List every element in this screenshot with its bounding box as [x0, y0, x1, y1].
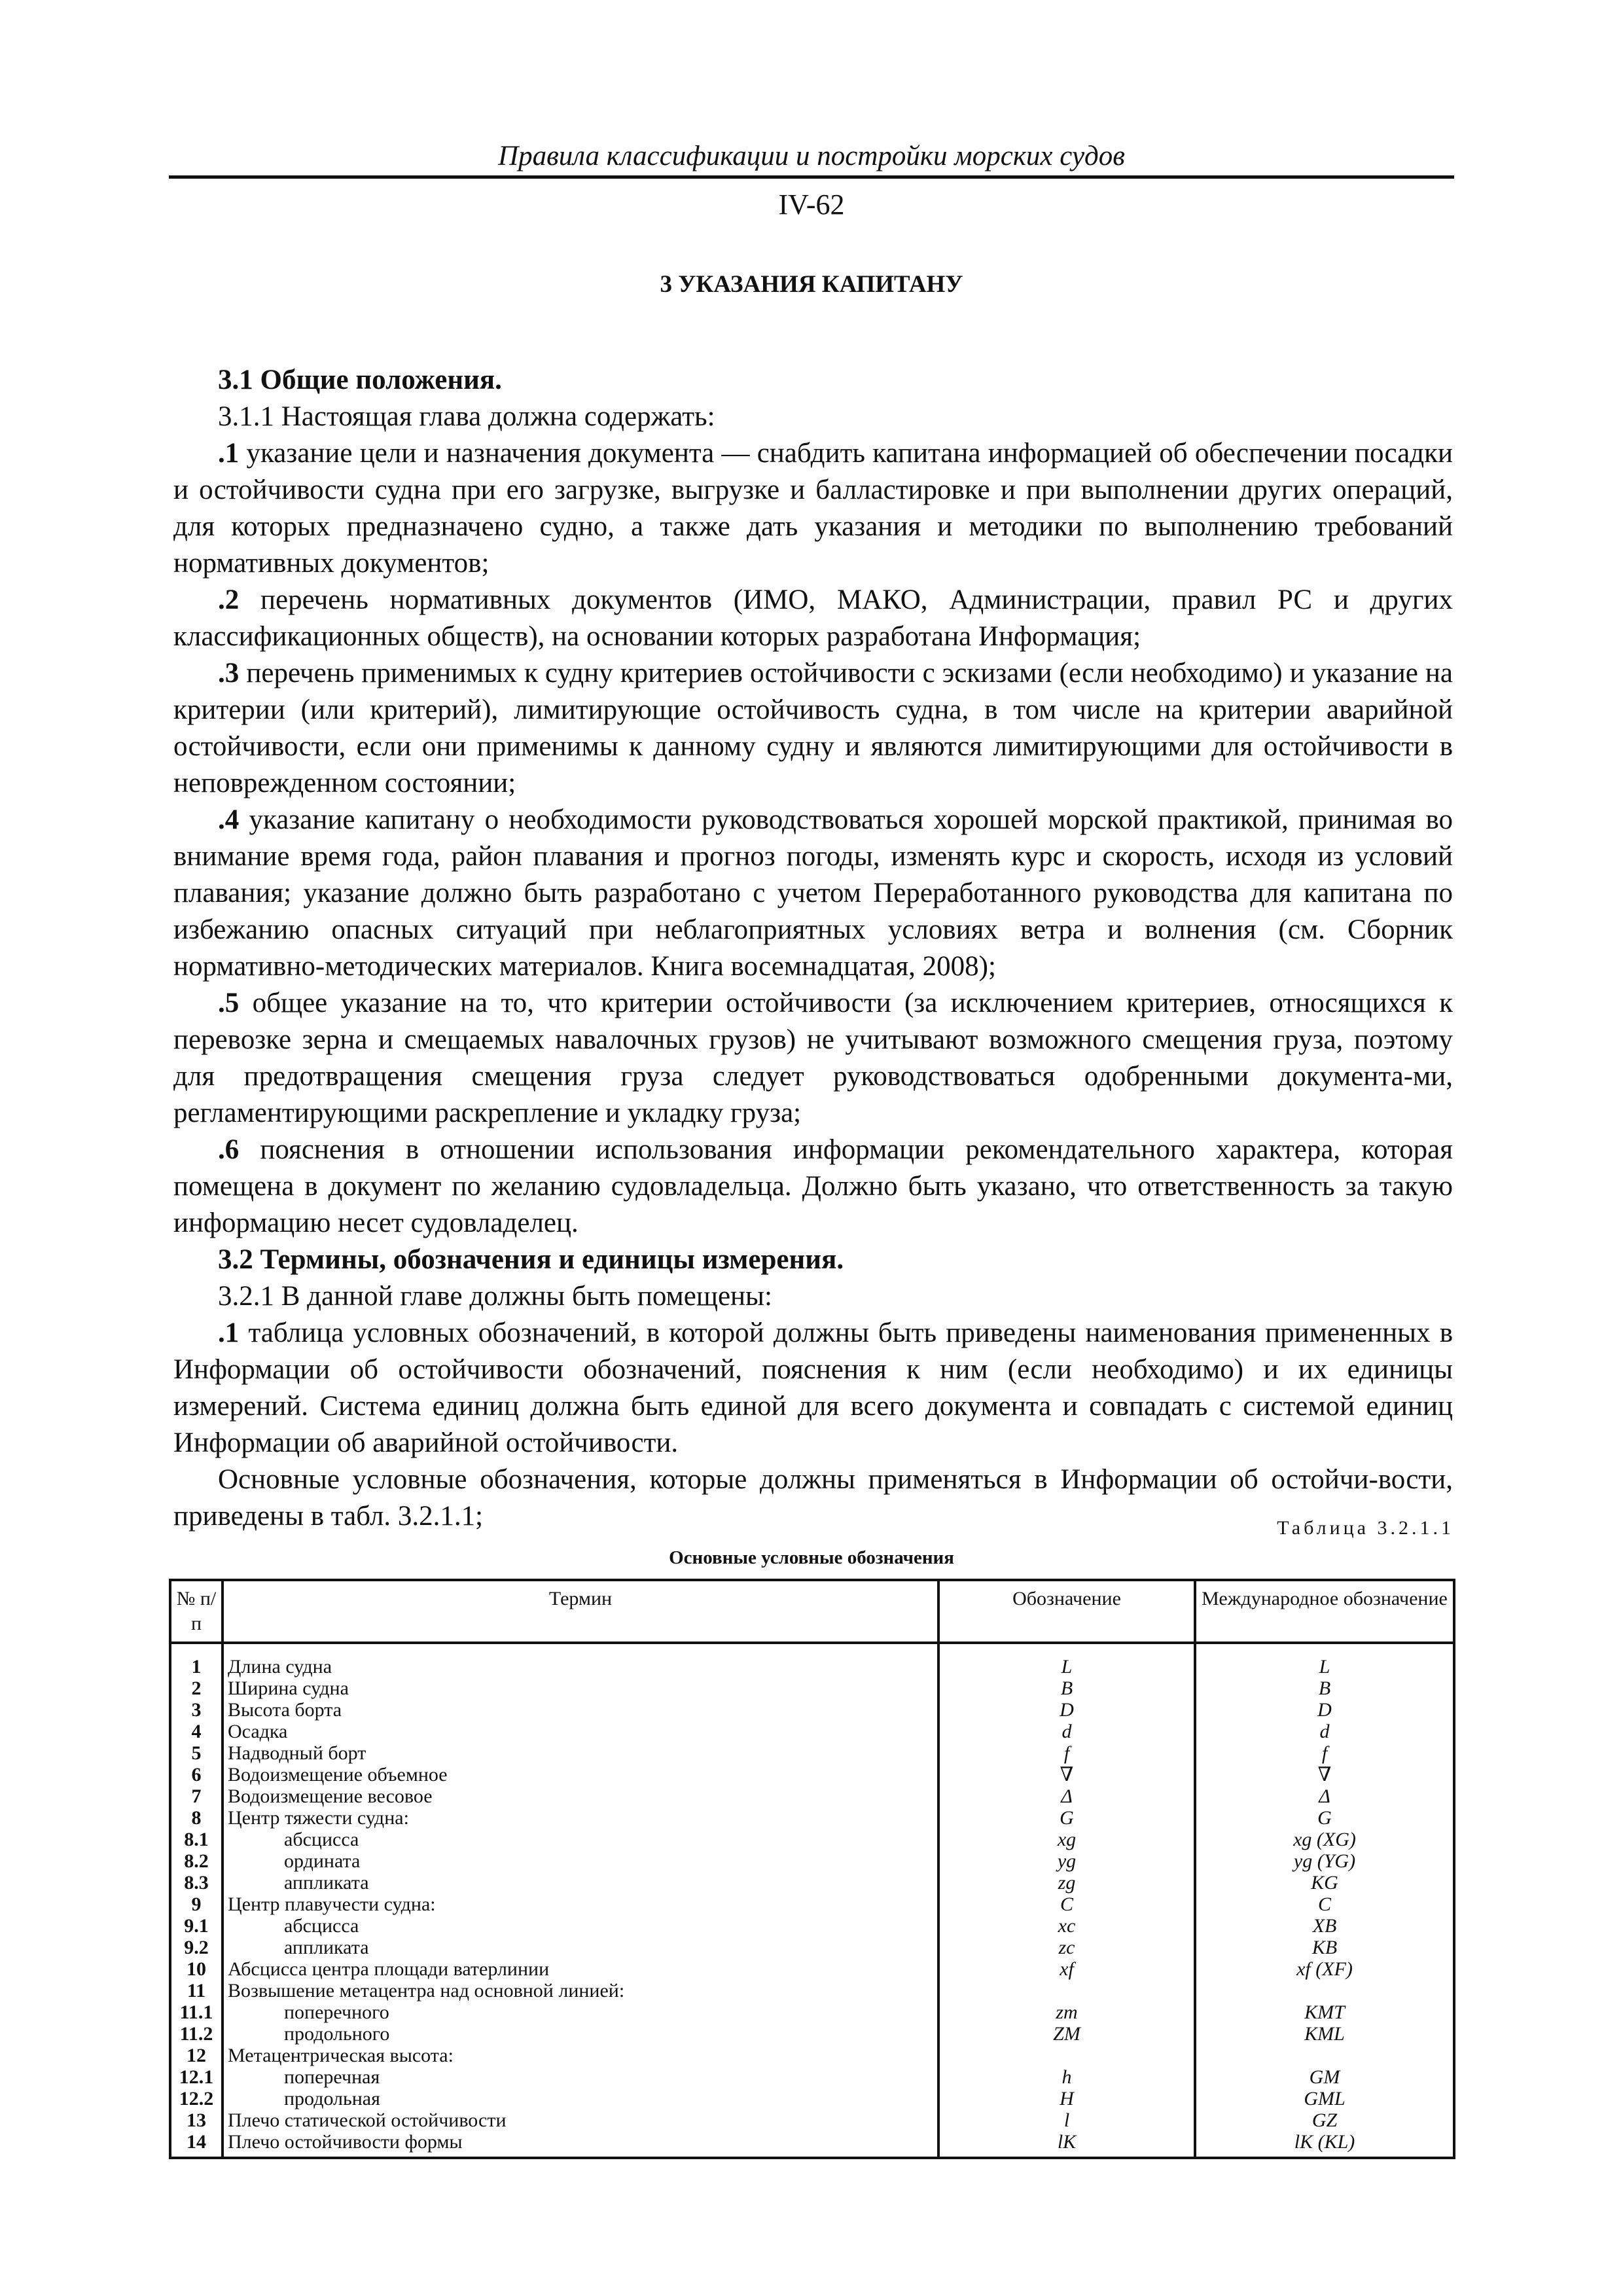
item-number: .6 [218, 1134, 240, 1165]
header-term: Термин [223, 1580, 938, 1643]
row-international [1195, 2045, 1454, 2066]
row-international: GZ [1195, 2109, 1454, 2131]
row-term: аппликата [223, 1937, 938, 1958]
paragraph-number: 3.2.1 [218, 1281, 274, 1312]
row-symbol: xg [938, 1829, 1195, 1850]
list-item [173, 1132, 1453, 1242]
row-number: 6 [170, 1764, 223, 1785]
row-international: d [1195, 1721, 1454, 1742]
row-international [1195, 1980, 1454, 2001]
item-number: .5 [218, 988, 240, 1018]
row-symbol: zm [938, 2001, 1195, 2023]
row-term: Абсцисса центра площади ватерлинии [223, 1958, 938, 1980]
table-row [170, 2001, 1454, 2023]
row-symbol: D [938, 1699, 1195, 1721]
row-international: f [1195, 1742, 1454, 1764]
row-symbol: f [938, 1742, 1195, 1764]
row-international: B [1195, 1677, 1454, 1699]
row-term: Ширина судна [223, 1677, 938, 1699]
item-number: .1 [218, 438, 240, 469]
row-number: 9.1 [170, 1915, 223, 1937]
row-number: 7 [170, 1785, 223, 1807]
header-rule [169, 175, 1454, 179]
row-number: 8.3 [170, 1872, 223, 1893]
table-row [170, 1785, 1454, 1807]
row-international: KMT [1195, 2001, 1454, 2023]
list-item [173, 1315, 1453, 1462]
header-symbol: Обозначение [938, 1580, 1195, 1643]
row-term: аппликата [223, 1872, 938, 1893]
table-row [170, 1699, 1454, 1721]
table-row [170, 2066, 1454, 2088]
item-number: .2 [218, 584, 240, 615]
table-row [170, 1643, 1454, 1677]
item-number: .3 [218, 658, 240, 689]
list-item [173, 435, 1453, 582]
row-international: Δ [1195, 1785, 1454, 1807]
row-symbol: ∇ [938, 1764, 1195, 1785]
row-symbol: B [938, 1677, 1195, 1699]
row-number: 10 [170, 1958, 223, 1980]
row-number: 9 [170, 1893, 223, 1915]
header-international: Международное обозначение [1195, 1580, 1454, 1643]
list-item [173, 655, 1453, 802]
list-item [173, 985, 1453, 1132]
row-symbol [938, 2045, 1195, 2066]
table-row [170, 2023, 1454, 2045]
row-symbol: zg [938, 1872, 1195, 1893]
table-row [170, 1721, 1454, 1742]
table-row [170, 1807, 1454, 1829]
row-term: Надводный борт [223, 1742, 938, 1764]
table-title: Основные условные обозначения [669, 1547, 954, 1568]
row-international: yg (YG) [1195, 1850, 1454, 1872]
table-row [170, 2109, 1454, 2131]
table-body [170, 1643, 1454, 2158]
row-symbol: xf [938, 1958, 1195, 1980]
table-row [170, 1893, 1454, 1915]
row-term: абсцисса [223, 1829, 938, 1850]
list-item [173, 802, 1453, 985]
row-symbol: l [938, 2109, 1195, 2131]
row-international: L [1195, 1643, 1454, 1677]
list-item [173, 582, 1453, 655]
row-term: поперечная [223, 2066, 938, 2088]
table-row [170, 1872, 1454, 1893]
row-term: Осадка [223, 1721, 938, 1742]
table-row [170, 1915, 1454, 1937]
paragraph-text: В данной главе должны быть помещены: [281, 1281, 772, 1312]
paragraph-text: Настоящая глава должна содержать: [281, 401, 715, 432]
item-text: пояснения в отношении использования информации рекомендательного характера, которая помещена в документ по желанию судовладельца. Должно быть указано, что ответственность за такую информацию несет судовладелец. [173, 1134, 1453, 1238]
row-international: KG [1195, 1872, 1454, 1893]
table-row [170, 1980, 1454, 2001]
row-symbol: d [938, 1721, 1195, 1742]
page-number: IV-62 [778, 188, 845, 221]
row-term: продольная [223, 2088, 938, 2109]
row-symbol: lK [938, 2131, 1195, 2158]
row-international: GML [1195, 2088, 1454, 2109]
row-number: 14 [170, 2131, 223, 2158]
paragraph-3-1-1 [173, 399, 1453, 435]
row-symbol [938, 1980, 1195, 2001]
row-number: 4 [170, 1721, 223, 1742]
row-term: Плечо статической остойчивости [223, 2109, 938, 2131]
row-term: Метацентрическая высота: [223, 2045, 938, 2066]
row-number: 2 [170, 1677, 223, 1699]
row-term: Водоизмещение объемное [223, 1764, 938, 1785]
table-row [170, 1958, 1454, 1980]
table-row [170, 1677, 1454, 1699]
row-term: Центр тяжести судна: [223, 1807, 938, 1829]
paragraph-number: 3.1.1 [218, 401, 274, 432]
row-term: Длина судна [223, 1643, 938, 1677]
row-symbol: xc [938, 1915, 1195, 1937]
row-international: XB [1195, 1915, 1454, 1937]
row-symbol: C [938, 1893, 1195, 1915]
row-international: xg (XG) [1195, 1829, 1454, 1850]
section-title: Термины, обозначения и единицы измерения. [260, 1244, 844, 1275]
row-number: 3 [170, 1699, 223, 1721]
row-international: ∇ [1195, 1764, 1454, 1785]
row-symbol: ZM [938, 2023, 1195, 2045]
closing-paragraph: Основные условные обозначения, которые должны применяться в Информации об остойчи-вости, приведены в табл. 3.2.1.1; [173, 1464, 1453, 1532]
row-number: 5 [170, 1742, 223, 1764]
row-number: 8.1 [170, 1829, 223, 1850]
item-text: указание цели и назначения документа — снабдить капитана информацией об обеспечении посадки и остойчивости судна при его загрузке, выгрузке и балластировке и при выполнении других операций, для которых предназначено судно, а также дать указания и методики по выполнению требований нормативных документов; [173, 438, 1454, 579]
table-row [170, 1742, 1454, 1764]
section-heading-3-1 [173, 362, 1453, 399]
item-text: общее указание на то, что критерии остойчивости (за исключением критериев, относящихся к перевозке зерна и смещаемых навалочных грузов) не учитывают возможного смещения груза, поэтому для предотвращения смещения груза следует руководствоваться одобренными документа-ми, регламентирующими раскрепление и укладку груза; [173, 988, 1454, 1128]
row-number: 12.2 [170, 2088, 223, 2109]
item-text: таблица условных обозначений, в которой должны быть приведены наименования примененных в Информации об остойчивости обозначений, пояснения к ним (если необходимо) и их единицы измерений. Система единиц должна быть единой для всего документа и совпадать с системой единиц Информации об аварийной остойчивости. [173, 1318, 1453, 1458]
row-term: Плечо остойчивости формы [223, 2131, 938, 2158]
row-international: D [1195, 1699, 1454, 1721]
item-number: .4 [218, 804, 240, 835]
row-number: 8.2 [170, 1850, 223, 1872]
item-number: .1 [218, 1318, 240, 1348]
row-number: 13 [170, 2109, 223, 2131]
header-no: № п/п [170, 1580, 223, 1643]
item-text: перечень применимых к судну критериев остойчивости с эскизами (если необходимо) и указание на критерии (или критерий), лимитирующие остойчивость судна, в том числе на критерии аварийной остойчивости, если они применимы к данному судну и являются лимитирующими для остойчивости в неповрежденном состоянии; [173, 658, 1454, 798]
row-term: поперечного [223, 2001, 938, 2023]
section-title: Общие положения. [260, 365, 502, 395]
row-symbol: Δ [938, 1785, 1195, 1807]
row-term: ордината [223, 1850, 938, 1872]
row-symbol: h [938, 2066, 1195, 2088]
item-text: перечень нормативных документов (ИМО, МАКО, Администрации, правил РС и других классификационных обществ), на основании которых разработана Информация; [173, 584, 1454, 652]
body-text [173, 362, 1453, 1535]
row-international: lK (KL) [1195, 2131, 1454, 2158]
paragraph-3-2-1 [173, 1278, 1453, 1315]
row-term: абсцисса [223, 1915, 938, 1937]
row-symbol: L [938, 1643, 1195, 1677]
row-symbol: H [938, 2088, 1195, 2109]
table-row [170, 1937, 1454, 1958]
row-international: G [1195, 1807, 1454, 1829]
symbols-table [169, 1579, 1455, 2159]
row-number: 11.2 [170, 2023, 223, 2045]
row-number: 1 [170, 1643, 223, 1677]
table-row [170, 1764, 1454, 1785]
row-term: продольного [223, 2023, 938, 2045]
row-international: KML [1195, 2023, 1454, 2045]
item-text: указание капитану о необходимости руководствоваться хорошей морской практикой, принимая во внимание время года, район плавания и прогноз погоды, изменять курс и скорость, исходя из условий плавания; указание должно быть разработано с учетом Переработанного руководства для капитана по избежанию опасных ситуаций при неблагоприятных условиях ветра и волнения (см. Сборник нормативно-методических материалов. Книга восемнадцатая, 2008); [173, 804, 1453, 982]
row-international: C [1195, 1893, 1454, 1915]
row-symbol: zc [938, 1937, 1195, 1958]
row-international: GM [1195, 2066, 1454, 2088]
chapter-title: 3 УКАЗАНИЯ КАПИТАНУ [660, 271, 963, 298]
table-row [170, 2131, 1454, 2158]
table-header-row [170, 1580, 1454, 1643]
section-number: 3.1 [218, 365, 253, 395]
row-symbol: G [938, 1807, 1195, 1829]
row-number: 8 [170, 1807, 223, 1829]
row-number: 12 [170, 2045, 223, 2066]
row-term: Высота борта [223, 1699, 938, 1721]
row-symbol: yg [938, 1850, 1195, 1872]
running-title: Правила классификации и постройки морских судов [498, 141, 1125, 171]
section-heading-3-2 [173, 1242, 1453, 1278]
row-term: Возвышение метацентра над основной линией: [223, 1980, 938, 2001]
row-term: Центр плавучести судна: [223, 1893, 938, 1915]
row-number: 9.2 [170, 1937, 223, 1958]
table-caption: Таблица 3.2.1.1 [1277, 1517, 1454, 1539]
row-number: 12.1 [170, 2066, 223, 2088]
section-number: 3.2 [218, 1244, 253, 1275]
row-number: 11 [170, 1980, 223, 2001]
row-international: KB [1195, 1937, 1454, 1958]
row-number: 11.1 [170, 2001, 223, 2023]
table-row [170, 2045, 1454, 2066]
row-term: Водоизмещение весовое [223, 1785, 938, 1807]
table-row [170, 1829, 1454, 1850]
row-international: xf (XF) [1195, 1958, 1454, 1980]
table-row [170, 1850, 1454, 1872]
table-row [170, 2088, 1454, 2109]
